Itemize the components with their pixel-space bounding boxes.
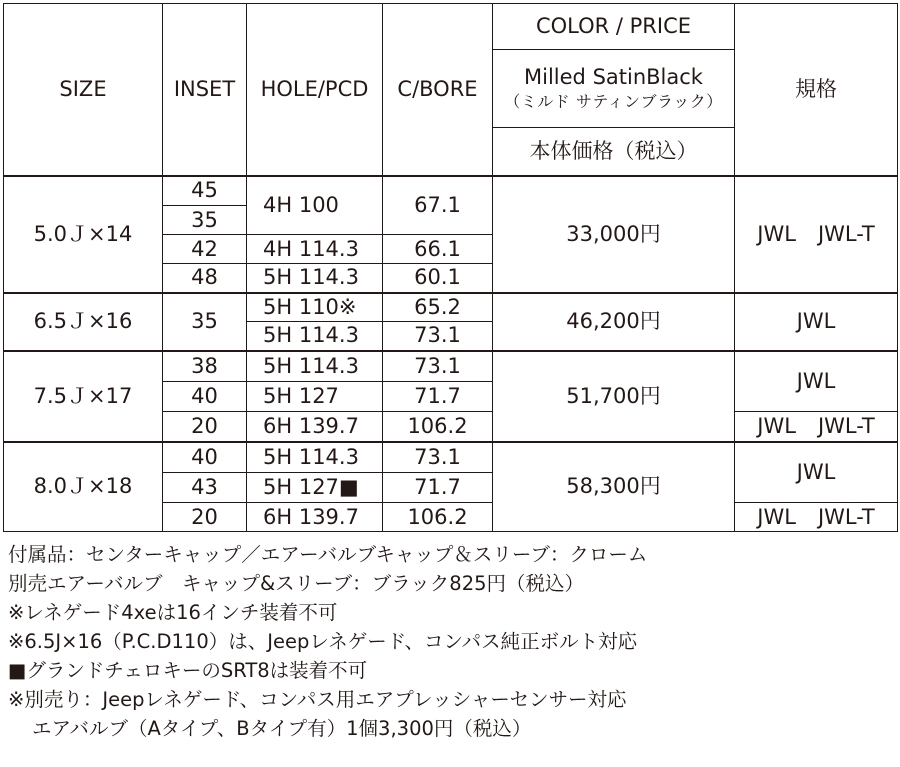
header-color-name-cell: [493, 50, 735, 128]
note-pcd110-bolt: ※6.5J×16（P.C.D110）は、Jeepレネゲード、コンパス純正ボルト対応: [8, 630, 638, 653]
standard-jwl: JWL: [796, 309, 836, 333]
inset-cell: 43: [163, 473, 247, 503]
c-bore-cell: 71.7: [383, 382, 493, 412]
standard-jwl-t: JWL-T: [817, 504, 875, 529]
inset-cell: 40: [163, 382, 247, 412]
standard-jwl: JWL: [796, 459, 836, 484]
header-inset: INSET: [163, 4, 247, 176]
c-bore-cell: 73.1: [383, 322, 493, 351]
size-6-5x16: 6.5Ｊ×16: [4, 293, 163, 351]
standard-jwl: JWL: [757, 413, 796, 438]
inset-cell: 35: [163, 293, 247, 351]
inset-cell: 20: [163, 412, 247, 442]
header-c-bore: C/BORE: [383, 4, 493, 176]
inset-cell: 42: [163, 235, 247, 264]
standard-jwl: JWL: [757, 504, 796, 529]
standard-cell: [735, 293, 898, 351]
c-bore-cell: 66.1: [383, 235, 493, 264]
size-8-0x18: 8.0Ｊ×18: [4, 442, 163, 532]
hole-pcd-cell: 6H 139.7: [247, 503, 383, 532]
hole-pcd-cell: 5H 114.3: [247, 351, 383, 382]
standard-jwl-t: JWL-T: [817, 413, 875, 438]
c-bore-cell: 65.2: [383, 293, 493, 322]
hole-pcd-cell: 4H 100: [247, 176, 383, 235]
inset-cell: 35: [163, 206, 247, 235]
c-bore-cell: 73.1: [383, 351, 493, 382]
header-hole-pcd: HOLE/PCD: [247, 4, 383, 176]
note-srt8: ■グランドチェロキーのSRT8は装着不可: [8, 659, 368, 682]
inset-cell: 40: [163, 442, 247, 473]
note-valve-cap-sale: 別売エアーバルブ キャップ&スリーブ：ブラック825円（税込）: [8, 572, 585, 595]
hole-pcd-cell: 4H 114.3: [247, 235, 383, 264]
standard-cell: [735, 412, 898, 442]
size-7-5x17: 7.5Ｊ×17: [4, 351, 163, 442]
header-standard: 規格: [735, 4, 898, 176]
inset-cell: 20: [163, 503, 247, 532]
hole-pcd-cell: 5H 114.3: [247, 322, 383, 351]
header-color-name-ja: （ミルド サティンブラック）: [504, 92, 723, 111]
c-bore-cell: 106.2: [383, 412, 493, 442]
inset-cell: 48: [163, 264, 247, 293]
inset-cell: 45: [163, 176, 247, 206]
hole-pcd-cell: 5H 114.3: [247, 264, 383, 293]
hole-pcd-cell: 5H 127■: [247, 473, 383, 503]
c-bore-cell: 73.1: [383, 442, 493, 473]
size-5-0x14: 5.0Ｊ×14: [4, 176, 163, 293]
header-price-label: 本体価格（税込）: [493, 128, 735, 176]
hole-pcd-cell: 5H 127: [247, 382, 383, 412]
price-7-5x17: 51,700円: [493, 351, 735, 442]
c-bore-cell: 67.1: [383, 176, 493, 235]
inset-cell: 38: [163, 351, 247, 382]
note-renegade-4xe: ※レネゲード4xeは16インチ装着不可: [8, 601, 338, 624]
hole-pcd-cell: 5H 110※: [247, 293, 383, 322]
standard-jwl-t: JWL-T: [817, 221, 875, 246]
price-8-0x18: 58,300円: [493, 442, 735, 532]
standard-cell: [735, 442, 898, 503]
note-air-valve-price: エアバルブ（Aタイプ、Bタイプ有）1個3,300円（税込）: [32, 717, 532, 740]
standard-jwl: JWL: [796, 368, 836, 393]
hole-pcd-cell: 5H 114.3: [247, 442, 383, 473]
standard-cell: [735, 176, 898, 293]
standard-jwl: JWL: [757, 221, 796, 246]
notes-block: [8, 540, 898, 743]
note-pressure-sensor: ※別売り：Jeepレネゲード、コンパス用エアプレッシャーセンサー対応: [8, 688, 627, 711]
header-color-price: COLOR / PRICE: [493, 4, 735, 50]
price-6-5x16: 46,200円: [493, 293, 735, 351]
c-bore-cell: 71.7: [383, 473, 493, 503]
hole-pcd-cell: 6H 139.7: [247, 412, 383, 442]
wheel-spec-table: [3, 3, 898, 532]
c-bore-cell: 106.2: [383, 503, 493, 532]
price-5-0x14: 33,000円: [493, 176, 735, 293]
note-accessories: 付属品：センターキャップ／エアーバルブキャップ＆スリーブ：クローム: [8, 543, 648, 566]
standard-cell: [735, 351, 898, 412]
header-size: SIZE: [4, 4, 163, 176]
standard-cell: [735, 503, 898, 532]
header-color-name: Milled SatinBlack: [524, 65, 703, 89]
c-bore-cell: 60.1: [383, 264, 493, 293]
